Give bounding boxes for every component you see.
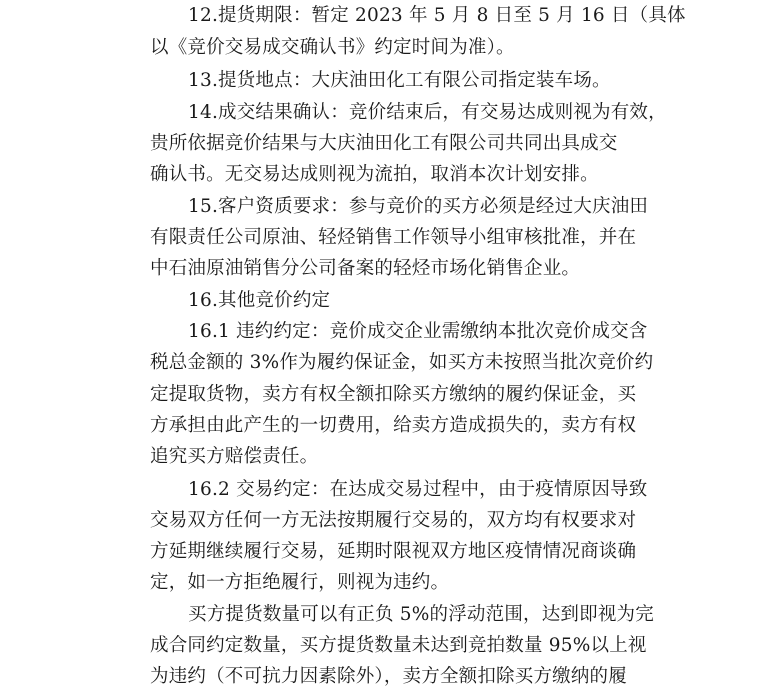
clause-16-1-line-3: 定提取货物，卖方有权全额扣除买方缴纳的履约保证金，买	[150, 384, 637, 405]
clause-16-2-line-1: 16.2 交易约定：在达成交易过程中，由于疫情原因导致	[188, 479, 648, 500]
quantity-clause-line-2: 成合同约定数量，买方提货数量未达到竞拍数量 95%以上视	[150, 635, 647, 656]
clause-16-2-line-3: 方延期继续履行交易，延期时限视双方地区疫情情况商谈确	[150, 541, 637, 562]
clause-16-heading: 16.其他竞价约定	[188, 290, 331, 311]
clause-13-line-1: 13.提货地点：大庆油田化工有限公司指定装车场。	[188, 70, 611, 91]
clause-12-line-1: 12.提货期限：暂定 2023 年 5 月 8 日至 5 月 16 日（具体	[188, 5, 686, 26]
clause-12-line-2: 以《竞价交易成交确认书》约定时间为准）。	[150, 37, 515, 58]
clause-15-line-3: 中石油原油销售分公司备案的轻烃市场化销售企业。	[150, 258, 581, 279]
clause-14-line-3: 确认书。无交易达成则视为流拍，取消本次计划安排。	[150, 164, 599, 185]
clause-16-2-line-4: 定，如一方拒绝履行，则视为违约。	[150, 572, 450, 593]
clause-16-1-line-1: 16.1 违约约定：竞价成交企业需缴纳本批次竞价成交含	[188, 321, 648, 342]
clause-16-1-line-5: 追究买方赔偿责任。	[150, 446, 319, 467]
clause-15-line-1: 15.客户资质要求：参与竞价的买方必须是经过大庆油田	[188, 196, 649, 217]
clause-14-line-1: 14.成交结果确认：竞价结束后，有交易达成则视为有效，	[188, 102, 667, 123]
clause-15-line-2: 有限责任公司原油、轻烃销售工作领导小组审核批准，并在	[150, 227, 637, 248]
clause-16-1-line-4: 方承担由此产生的一切费用，给卖方造成损失的，卖方有权	[150, 415, 637, 436]
clause-16-1-line-2: 税总金额的 3%作为履约保证金，如买方未按照当批次竞价约	[150, 352, 654, 373]
clause-16-2-line-2: 交易双方任何一方无法按期履行交易的，双方均有权要求对	[150, 510, 637, 531]
clause-14-line-2: 贵所依据竞价结果与大庆油田化工有限公司共同出具成交	[150, 133, 618, 154]
quantity-clause-line-1: 买方提货数量可以有正负 5%的浮动范围，达到即视为完	[188, 604, 654, 625]
quantity-clause-line-3: 为违约（不可抗力因素除外），卖方全额扣除买方缴纳的履	[150, 666, 627, 687]
